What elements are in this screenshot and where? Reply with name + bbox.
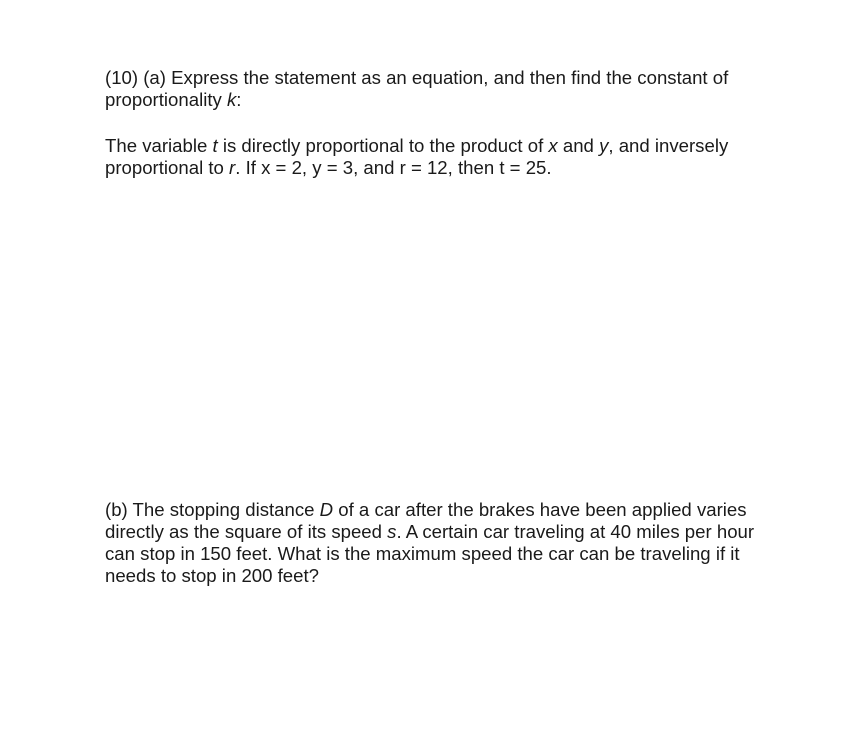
- statement-text: is directly proportional to the product of: [217, 135, 549, 156]
- statement-line-1: [105, 135, 805, 157]
- part-b-line-3: can stop in 150 feet. What is the maximum speed the car can be traveling if it: [105, 543, 740, 564]
- statement-text: . If x = 2, y = 3, and r = 12, then t = 25.: [235, 157, 552, 178]
- instruction-line-2-colon: :: [236, 89, 242, 110]
- statement-text: , and inversely: [608, 135, 729, 156]
- part-b-line-2: [105, 521, 805, 543]
- part-a-statement: [105, 135, 805, 179]
- variable-r: r: [229, 157, 236, 178]
- instruction-line-1: (10) (a) Express the statement as an equation, and then find the constant of: [105, 67, 729, 88]
- statement-text: The variable: [105, 135, 213, 156]
- instruction-line-2: [105, 89, 805, 111]
- variable-x: x: [548, 135, 558, 156]
- part-b-text: directly as the square of its speed: [105, 521, 388, 542]
- part-b-text: (b) The stopping distance: [105, 499, 320, 520]
- instruction-line-2-text: proportionality: [105, 89, 227, 110]
- statement-line-2: [105, 157, 805, 179]
- part-a-instruction: [105, 67, 805, 111]
- part-b-line-4: needs to stop in 200 feet?: [105, 565, 319, 586]
- variable-t: t: [212, 135, 218, 156]
- variable-s: s: [387, 521, 397, 542]
- statement-text: proportional to: [105, 157, 230, 178]
- part-b-text: of a car after the brakes have been applied varies: [333, 499, 747, 520]
- variable-D: D: [319, 499, 334, 520]
- variable-y: y: [599, 135, 609, 156]
- variable-k: k: [226, 89, 237, 110]
- part-b-question: [105, 499, 805, 587]
- part-b-line-1: [105, 499, 805, 521]
- statement-text: and: [557, 135, 600, 156]
- part-b-text: . A certain car traveling at 40 miles per hour: [396, 521, 755, 542]
